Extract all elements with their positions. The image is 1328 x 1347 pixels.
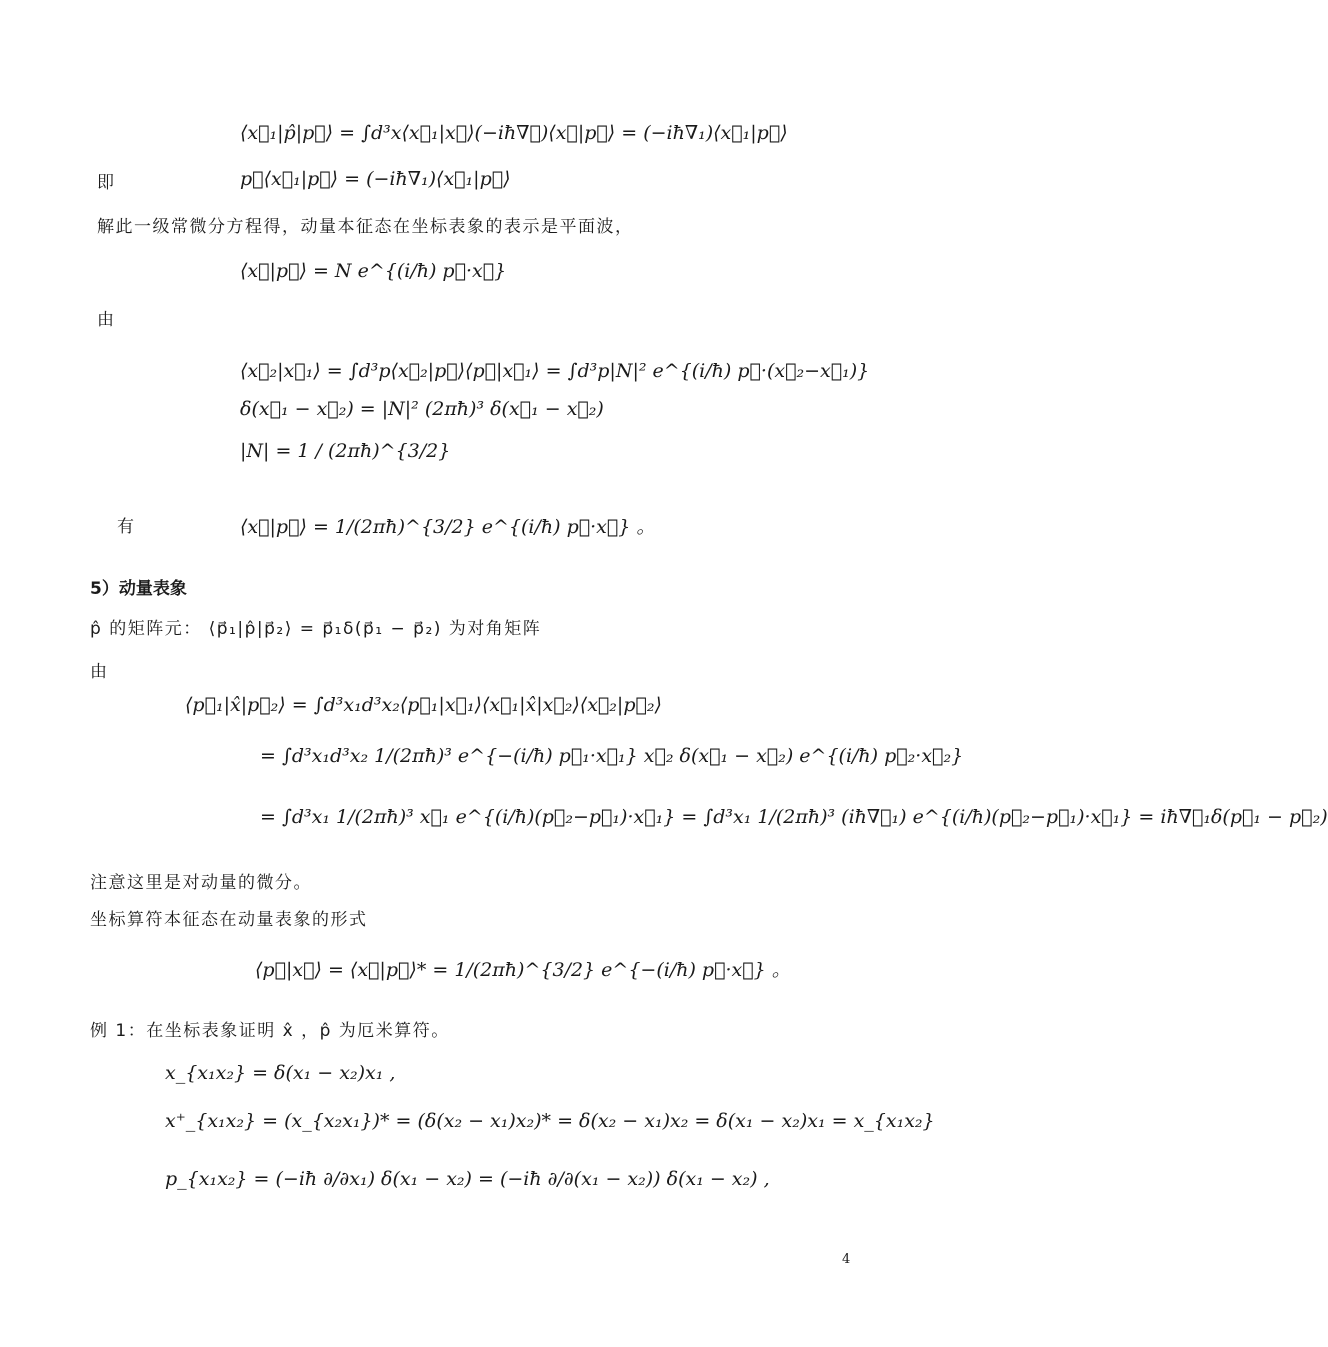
line-eq-ex-2: x⁺_{x₁x₂} = (x_{x₂x₁})* = (δ(x₂ − x₁)x₂)* = δ(x₂ − x₁)x₂ = δ(x₁ − x₂)x₁ = x_{x₁x₂} [165,1110,935,1132]
line-eq-norm: |N| = 1 / (2πħ)^{3/2} [240,440,451,462]
line-eq-completeness: ⟨x⃗₂|x⃗₁⟩ = ∫d³p⟨x⃗₂|p⃗⟩⟨p⃗|x⃗₁⟩ = ∫d³p|N|² e^{(i/ħ) p⃗·(x⃗₂−x⃗₁)} [240,360,870,382]
line-eq-x-matrix-1: ⟨p⃗₁|x̂|p⃗₂⟩ = ∫d³x₁d³x₂⟨p⃗₁|x⃗₁⟩⟨x⃗₁|x̂|x⃗₂⟩⟨x⃗₂|p⃗₂⟩ [185,694,662,716]
line-text-coord-eigen: 坐标算符本征态在动量表象的形式 [90,910,368,930]
line-example-heading: 例 1：在坐标表象证明 x̂ ，p̂ 为厄米算符。 [90,1021,450,1041]
line-eq-result: ⟨x⃗|p⃗⟩ = 1/(2πħ)^{3/2} e^{(i/ħ) p⃗·x⃗} 。 [240,516,656,538]
line-eq-p-eigen: p⃗⟨x⃗₁|p⃗⟩ = (−iħ∇₁)⟨x⃗₁|p⃗⟩ [240,168,511,190]
line-section-heading: 5）动量表象 [90,579,187,599]
page-number: 4 [842,1252,851,1267]
line-text-plane-wave: 解此一级常微分方程得，动量本征态在坐标表象的表示是平面波， [97,217,634,237]
line-label-ji: 即 [97,173,116,193]
line-eq-ex-1: x_{x₁x₂} = δ(x₁ − x₂)x₁ , [165,1062,396,1084]
line-label-you-2: 有 [117,517,136,537]
line-label-you-1: 由 [97,310,116,330]
line-eq-delta: δ(x⃗₁ − x⃗₂) = |N|² (2πħ)³ δ(x⃗₁ − x⃗₂) [240,398,604,420]
line-eq-xp-derivative: ⟨x⃗₁|p̂|p⃗⟩ = ∫d³x⟨x⃗₁|x⃗⟩(−iħ∇⃗)⟨x⃗|p⃗⟩ = (−iħ∇₁)⟨x⃗₁|p⃗⟩ [240,122,788,144]
line-eq-ex-3: p_{x₁x₂} = (−iħ ∂/∂x₁) δ(x₁ − x₂) = (−iħ ∂/∂(x₁ − x₂)) δ(x₁ − x₂) , [165,1168,770,1190]
line-label-you-3: 由 [90,662,109,682]
line-eq-px: ⟨p⃗|x⃗⟩ = ⟨x⃗|p⃗⟩* = 1/(2πħ)^{3/2} e^{−(i/ħ) p⃗·x⃗} 。 [255,959,791,981]
line-eq-x-matrix-3: = ∫d³x₁ 1/(2πħ)³ x⃗₁ e^{(i/ħ)(p⃗₂−p⃗₁)·x⃗₁} = ∫d³x₁ 1/(2πħ)³ (iħ∇⃗₁) e^{(i/ħ)(p⃗₂−p⃗₁)·x⃗₁} = iħ∇⃗₁δ(p⃗₁ − p⃗₂) [260,806,1328,828]
line-text-p-matrix: p̂ 的矩阵元： ⟨p⃗₁|p̂|p⃗₂⟩ = p⃗₁δ(p⃗₁ − p⃗₂) 为对角矩阵 [90,619,542,639]
line-eq-plane-wave: ⟨x⃗|p⃗⟩ = N e^{(i/ħ) p⃗·x⃗} [240,260,507,282]
line-eq-x-matrix-2: = ∫d³x₁d³x₂ 1/(2πħ)³ e^{−(i/ħ) p⃗₁·x⃗₁} x⃗₂ δ(x⃗₁ − x⃗₂) e^{(i/ħ) p⃗₂·x⃗₂} [260,745,964,767]
line-text-note: 注意这里是对动量的微分。 [90,873,312,893]
